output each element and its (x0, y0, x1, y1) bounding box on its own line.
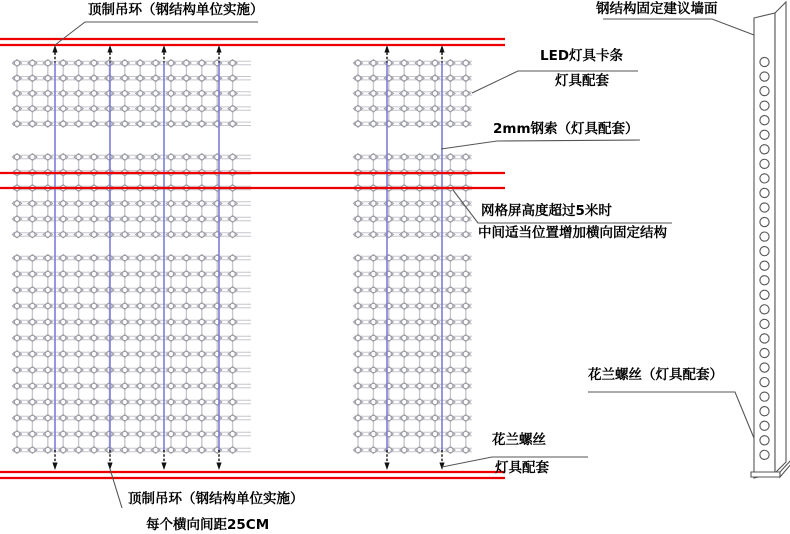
leader-lines (55, 19, 763, 508)
mount-hole (760, 436, 769, 445)
label-bottom-hanging-ring: 顶制吊环（钢结构单位实施） (128, 491, 304, 507)
label-turnbuckle-wall: 花兰螺丝（灯具配套） (588, 367, 723, 383)
label-top-hanging-ring: 顶制吊环（钢结构单位实施） (88, 2, 264, 18)
arrow-down-icon (52, 463, 57, 471)
mesh-panel-right (353, 60, 472, 454)
mount-hole (760, 145, 769, 154)
mount-hole (760, 188, 769, 197)
label-steel-cable: 2mm钢索（灯具配套） (493, 121, 639, 137)
arrow-up-icon (216, 45, 221, 53)
mount-hole (760, 407, 769, 416)
arrow-down-icon (161, 463, 166, 471)
mount-hole (760, 290, 769, 299)
mount-hole (760, 247, 769, 256)
mount-hole (760, 130, 769, 139)
wall-mount-bar (751, 2, 790, 478)
mount-hole (760, 319, 769, 328)
mount-hole (760, 217, 769, 226)
mount-hole (760, 276, 769, 285)
label-wall-mount-suggestion: 钢结构固定建议墙面 (596, 1, 718, 17)
label-turnbuckle: 花兰螺丝 (492, 432, 546, 448)
mount-hole (760, 363, 769, 372)
arrow-down-icon (216, 463, 221, 471)
mesh-panel-left (12, 60, 251, 454)
arrow-up-icon (107, 45, 112, 53)
mount-hole (760, 232, 769, 241)
wall-bar-base (751, 472, 780, 477)
arrow-down-icon (107, 463, 112, 471)
mount-hole (760, 116, 769, 125)
arrow-down-icon (384, 463, 389, 471)
mount-hole (760, 72, 769, 81)
mount-hole (760, 261, 769, 270)
label-turnbuckle-sub: 灯具配套 (495, 460, 549, 476)
mount-hole (760, 334, 769, 343)
label-horizontal-spacing: 每个横向间距25CM (146, 517, 270, 533)
mount-hole (760, 174, 769, 183)
mount-hole (760, 101, 769, 110)
leader-line (55, 22, 258, 45)
label-mid-fix-note-1: 网格屏高度超过5米时 (481, 203, 612, 219)
leader-line (603, 19, 754, 35)
mount-hole (760, 392, 769, 401)
mount-hole (760, 305, 769, 314)
leader-line (441, 140, 640, 149)
wall-bar-side (775, 2, 786, 473)
label-mid-fix-note-2: 中间适当位置增加横向固定结构 (478, 225, 667, 241)
mount-hole (760, 421, 769, 430)
leader-line (588, 392, 763, 460)
label-led-clip-strip-sub: 灯具配套 (555, 73, 609, 89)
arrow-up-icon (161, 45, 166, 53)
mount-hole (760, 450, 769, 459)
arrow-up-icon (52, 45, 57, 53)
arrow-up-icon (439, 45, 444, 53)
mount-hole (760, 348, 769, 357)
leader-line (110, 469, 122, 508)
mount-hole (760, 203, 769, 212)
arrow-up-icon (384, 45, 389, 53)
mount-hole (760, 159, 769, 168)
label-led-clip-strip: LED灯具卡条 (540, 48, 624, 64)
mount-hole (760, 378, 769, 387)
mount-hole (760, 57, 769, 66)
mount-hole (760, 87, 769, 96)
